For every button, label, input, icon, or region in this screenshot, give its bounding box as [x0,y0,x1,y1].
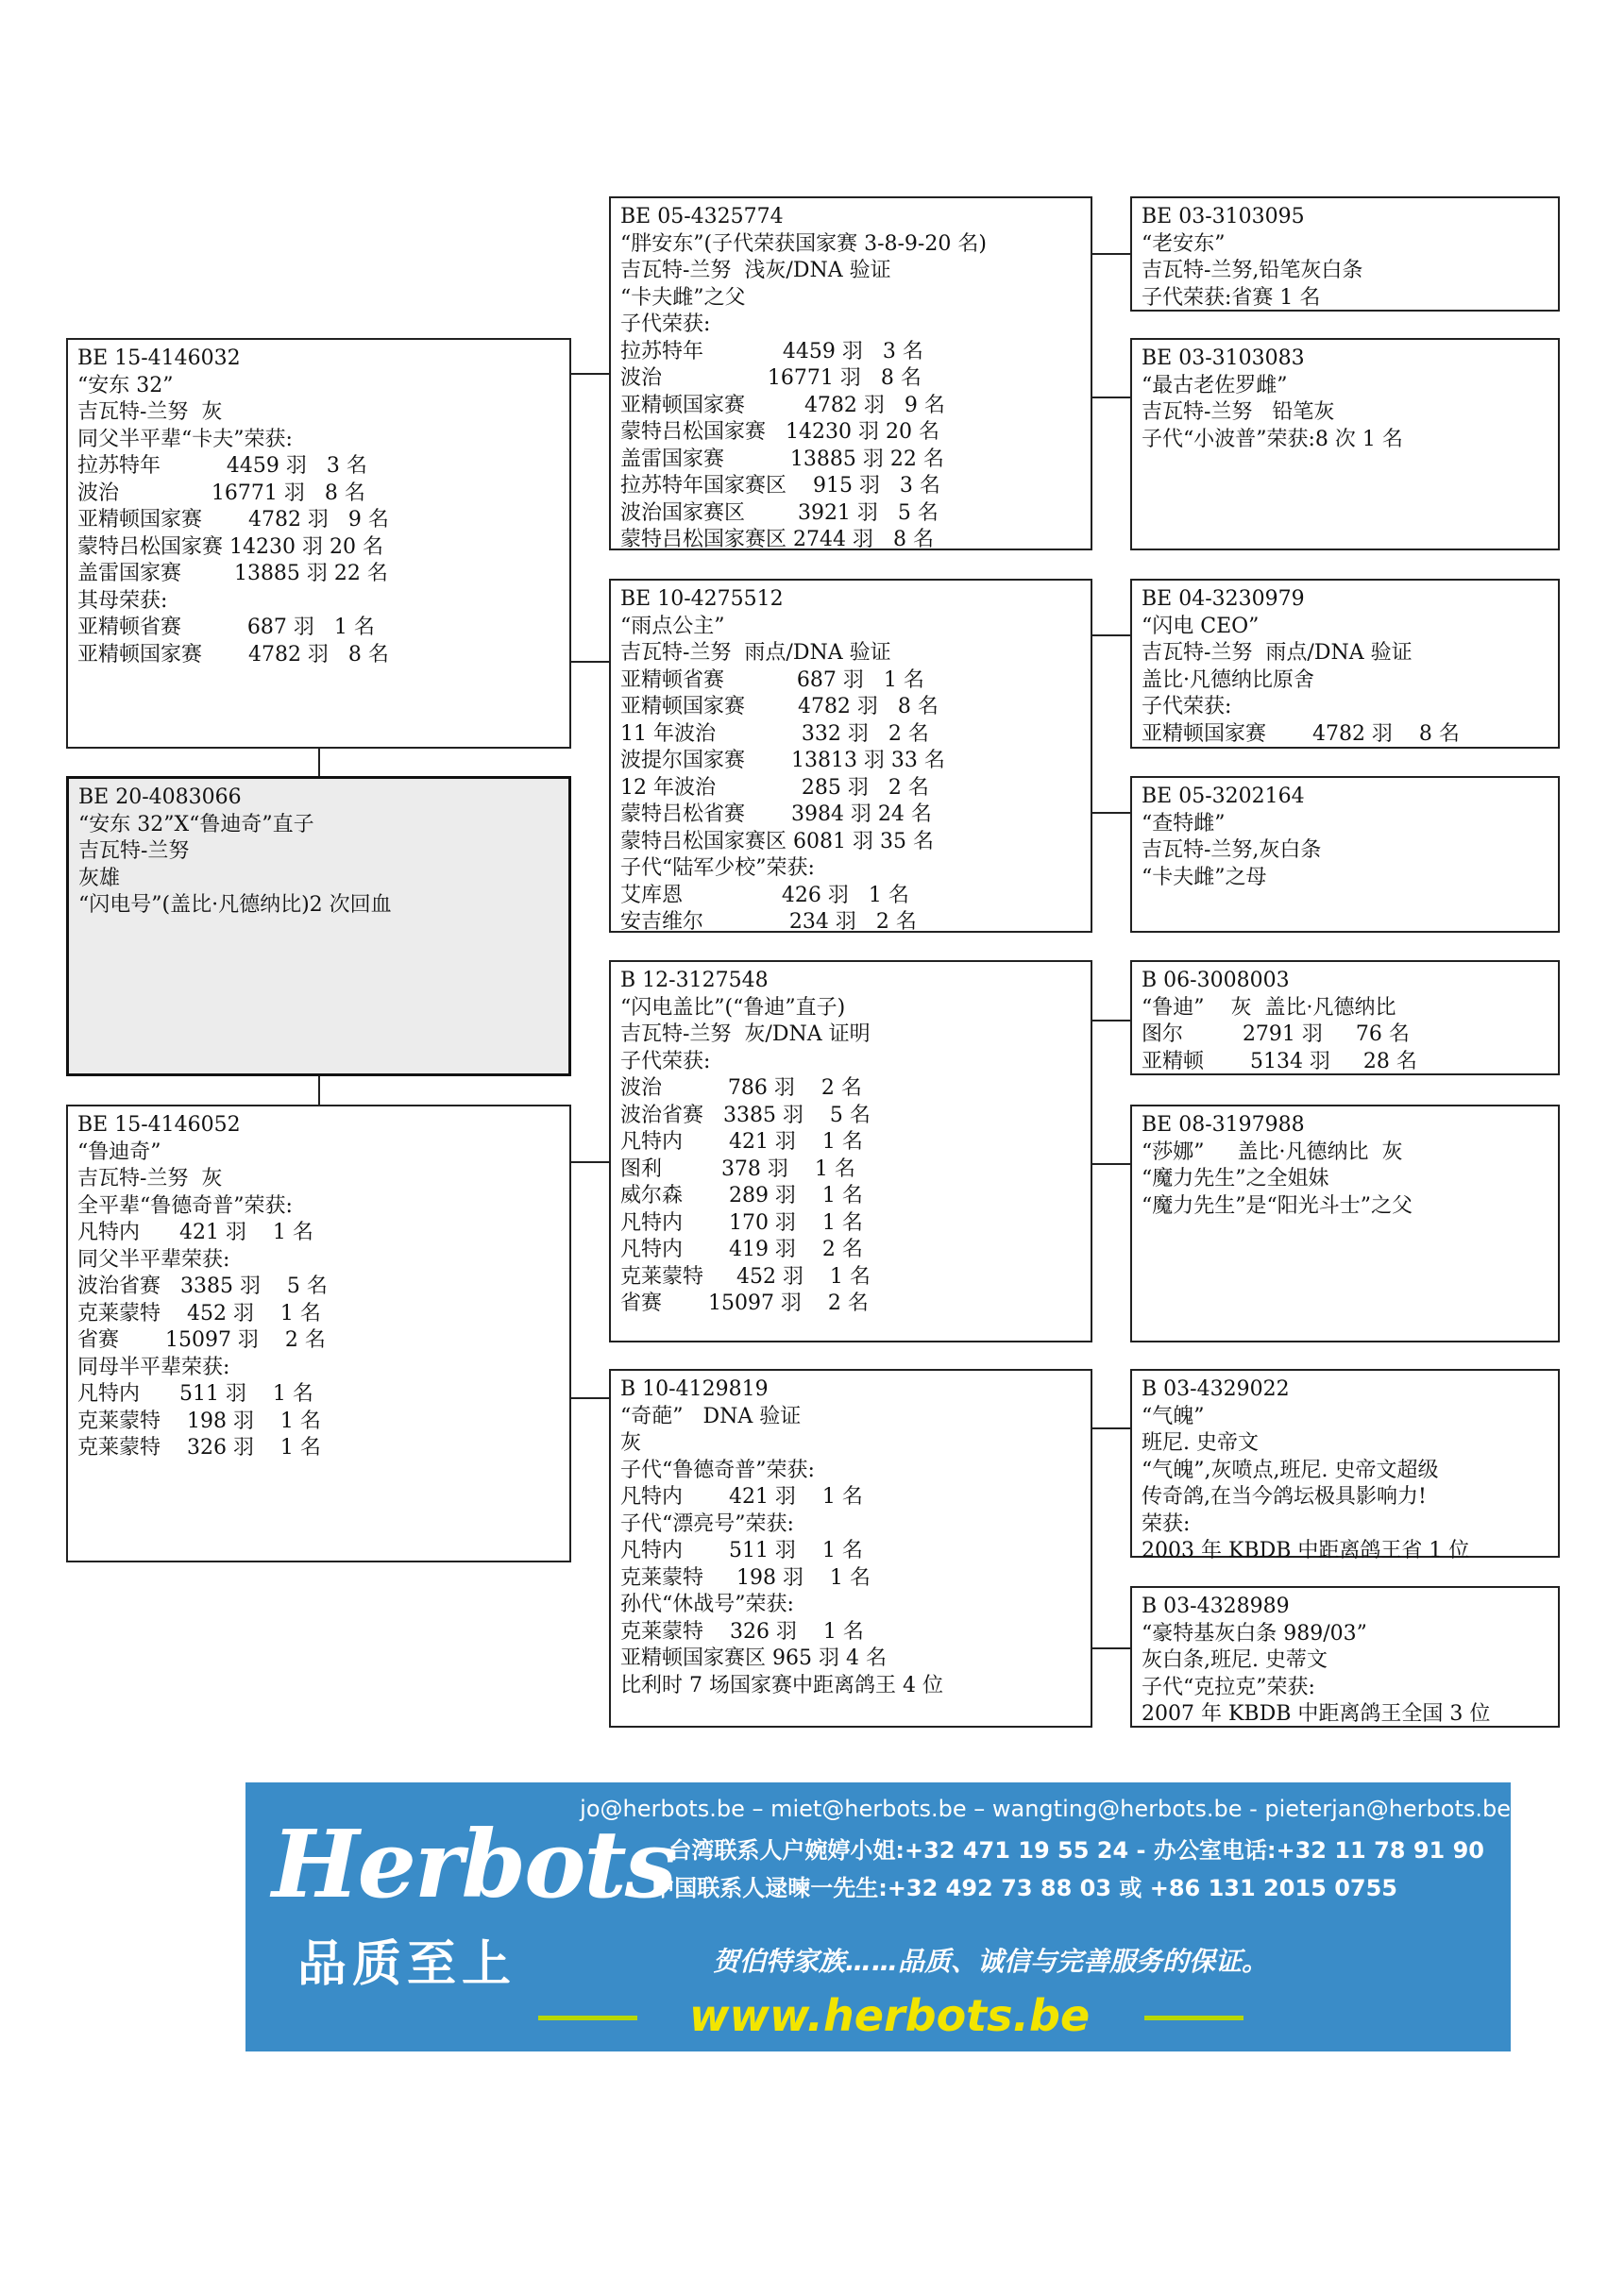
card-line: 蒙特吕松国家赛 14230 羽 20 名 [77,534,383,559]
card-line: 吉瓦特-兰努 雨点/DNA 验证 [620,641,891,665]
card-line: 吉瓦特-兰努,灰白条 [1142,838,1322,862]
card-line: “奇葩” DNA 验证 [620,1404,802,1428]
card-line: 吉瓦特-兰努 铅笔灰 [1142,400,1335,424]
tagline: 贺伯特家族……品质、诚信与完善服务的保证。 [713,1946,1269,1977]
card-line: 传奇鸽,在当今鸽坛极具影响力! [1142,1485,1427,1509]
card-line: 比利时 7 场国家赛中距离鸽王 4 位 [620,1673,943,1697]
card-line: 亚精顿国家赛 4782 羽 9 名 [77,508,389,532]
card-line: 威尔森 289 羽 1 名 [620,1184,863,1207]
ring-number: BE 20-4083066 [78,785,242,809]
card-line: 克莱蒙特 198 羽 1 名 [77,1409,321,1433]
card-line: 凡特内 421 羽 1 名 [620,1485,863,1509]
card-line: “豪特基灰白条 989/03” [1142,1621,1367,1646]
ring-number: BE 15-4146032 [77,346,241,370]
card-line: 其母荣获: [77,588,168,613]
card-line: “莎娜” 盖比·凡德纳比 灰 [1142,1140,1403,1164]
card-line: “最古老佐罗雌” [1142,373,1288,397]
taiwan-contact: 台湾联系人户婉婷小姐:+32 471 19 55 24 - 办公室电话:+32 11 78 91 90 [668,1837,1484,1864]
dam-dam-card [609,1369,1092,1728]
card-line: 克莱蒙特 452 羽 1 名 [77,1301,321,1325]
card-line: 拉苏特年 4459 羽 3 名 [620,339,923,363]
card-line: “鲁迪奇” [77,1140,161,1164]
card-line: 子代“克拉克”荣获: [1142,1675,1315,1699]
ring-number: BE 03-3103095 [1142,205,1305,228]
decorative-bar-right [1144,2016,1243,2020]
card-line: “闪电 CEO” [1142,614,1260,638]
card-line: 子代荣获:省赛 1 名 [1142,285,1321,310]
ring-number: BE 10-4275512 [620,587,784,611]
card-line: 亚精顿国家赛 4782 羽 8 名 [77,642,389,667]
connector-dam-to-parents-2 [571,1397,609,1399]
card-line: “魔力先生”是“阳光斗士”之父 [1142,1193,1413,1218]
slogan: 品质至上 [297,1936,517,1993]
card-line: 凡特内 170 羽 1 名 [620,1210,863,1235]
card-line: 吉瓦特-兰努 灰 [77,400,223,424]
card-line: 子代“陆军少校”荣获: [620,856,815,880]
card-line: 拉苏特年国家赛区 915 羽 3 名 [620,474,940,498]
card-line: 克莱蒙特 326 羽 1 名 [77,1436,321,1460]
great-grand-card-dsd [1130,1105,1560,1342]
card-line: 灰白条,班尼. 史蒂文 [1142,1648,1328,1672]
great-grand-card-ddd [1130,1586,1560,1728]
card-line: 子代“小波普”荣获:8 次 1 名 [1142,427,1403,451]
card-line: “闪电盖比”(“鲁迪”直子) [620,995,846,1020]
card-line: 波治 16771 羽 8 名 [620,366,922,390]
card-line: 省赛 15097 羽 2 名 [77,1328,326,1352]
connector-sire-to-parents [571,373,609,375]
card-line: 凡特内 421 羽 1 名 [77,1221,313,1244]
ring-number: B 03-4329022 [1142,1377,1290,1401]
card-line: 吉瓦特-兰努 浅灰/DNA 验证 [620,259,891,282]
sire-card [66,338,571,749]
card-line: 子代荣获: [620,1049,711,1073]
great-grand-card-dds [1130,1369,1560,1562]
card-line: “安东 32”X“鲁迪奇”直子 [78,812,314,836]
card-line: “卡夫雌”之母 [1142,865,1267,889]
sire-dam-card [609,579,1092,933]
card-line: 同父半平辈“卡夫”荣获: [77,427,293,451]
ring-number: BE 03-3103083 [1142,346,1305,370]
card-line: 班尼. 史帝文 [1142,1431,1259,1455]
card-line: 吉瓦特-兰努 雨点/DNA 验证 [1142,641,1413,665]
sire-sire-card [609,196,1092,550]
decorative-bar-left [538,2016,637,2020]
ring-number: BE 08-3197988 [1142,1113,1305,1137]
card-line: 2007 年 KBDB 中距离鸽王全国 3 位 [1142,1702,1491,1726]
connector-sd-2 [1092,812,1130,814]
connector-sire-subject [318,749,320,776]
herbots-banner [245,1782,1511,2051]
email-contacts[interactable]: jo@herbots.be – miet@herbots.be – wangting@herbots.be - pieterjan@herbots.be [580,1796,1511,1822]
card-line: 吉瓦特-兰努 灰 [77,1167,223,1190]
card-line: 凡特内 421 羽 1 名 [620,1130,863,1154]
card-line: 同父半平辈荣获: [77,1247,230,1272]
connector-dam-to-parents [571,1161,609,1163]
dam-card [66,1105,571,1562]
ring-number: BE 05-3202164 [1142,785,1305,808]
card-line: “卡夫雌”之父 [620,285,746,310]
card-line: “安东 32” [77,373,174,397]
card-line: 蒙特吕松省赛 3984 羽 24 名 [620,802,932,826]
card-line: 全平辈“鲁德奇普”荣获: [77,1193,293,1218]
card-line: 凡特内 511 羽 1 名 [77,1382,313,1406]
card-line: “气魄”,灰喷点,班尼. 史帝文超级 [1142,1458,1439,1482]
great-grand-card-dss [1130,960,1560,1075]
card-line: 亚精顿省赛 687 羽 1 名 [77,616,375,639]
card-line: 亚精顿国家赛 4782 羽 9 名 [620,393,945,417]
card-line: 波治省赛 3385 羽 5 名 [620,1103,871,1127]
card-line: 子代“鲁德奇普”荣获: [620,1458,815,1482]
card-line: 波提尔国家赛 13813 羽 33 名 [620,749,945,772]
card-line: 亚精顿国家赛 4782 羽 8 名 [620,695,939,718]
great-grand-card-ssd [1130,338,1560,550]
card-line: 同母半平辈荣获: [77,1355,230,1379]
card-line: 12 年波治 285 羽 2 名 [620,775,929,800]
card-line: “查特雌” [1142,811,1226,836]
card-line: “鲁迪” 灰 盖比·凡德纳比 [1142,995,1396,1020]
card-line: 盖雷国家赛 13885 羽 22 名 [77,562,388,585]
card-line: 11 年波治 332 羽 2 名 [620,721,929,746]
connector-dd-2 [1092,1647,1130,1649]
card-line: 灰雄 [78,866,121,890]
card-line: 亚精顿 5134 羽 28 名 [1142,1049,1417,1073]
card-line: “闪电号”(盖比·凡德纳比)2 次回血 [78,893,392,917]
card-line: 吉瓦特-兰努 灰/DNA 证明 [620,1022,871,1046]
ring-number: BE 15-4146052 [77,1113,241,1137]
card-line: 蒙特吕松国家赛区 6081 羽 35 名 [620,829,934,853]
great-grand-card-sdd [1130,776,1560,933]
china-contact: 中国联系人逯暕一先生:+32 492 73 88 03 或 +86 131 2015 0755 [651,1875,1397,1901]
card-line: 吉瓦特-兰努 [78,839,190,863]
card-line: 克莱蒙特 326 羽 1 名 [620,1619,864,1644]
card-line: 波治 16771 羽 8 名 [77,481,365,505]
card-line: “雨点公主” [620,614,725,638]
card-line: 亚精顿省赛 687 羽 1 名 [620,667,924,692]
card-line: 吉瓦特-兰努,铅笔灰白条 [1142,259,1363,282]
connector-sire-to-parents-2 [571,661,609,663]
connector-ss [1092,253,1130,255]
card-line: 亚精顿国家赛 4782 羽 8 名 [1142,721,1460,746]
card-line: 拉苏特年 4459 羽 3 名 [77,454,367,478]
connector-subject-dam [318,1076,320,1105]
card-line: “魔力先生”之全姐妹 [1142,1167,1329,1190]
great-grand-card-sds [1130,579,1560,749]
connector-dd [1092,1427,1130,1429]
card-line: “胖安东”(子代荣获国家赛 3-8-9-20 名) [620,231,987,256]
connector-ds-2 [1092,1163,1130,1165]
card-line: 波治省赛 3385 羽 5 名 [77,1275,328,1298]
card-line: 荣获: [1142,1511,1191,1536]
connector-ds [1092,1020,1130,1021]
card-line: 波治国家赛区 3921 羽 5 名 [620,500,939,525]
subject-card [66,776,571,1076]
card-line: 亚精顿国家赛区 965 羽 4 名 [620,1646,887,1670]
card-line: 艾库恩 426 羽 1 名 [620,883,909,907]
connector-sd [1092,634,1130,636]
card-line: 省赛 15097 羽 2 名 [620,1292,869,1315]
card-line: “气魄” [1142,1404,1205,1428]
ring-number: B 06-3008003 [1142,969,1290,992]
card-line: “老安东” [1142,231,1226,256]
card-line: 克莱蒙特 198 羽 1 名 [620,1565,871,1590]
card-line: 波治 786 羽 2 名 [620,1076,862,1100]
website-link[interactable]: www.herbots.be [689,1990,1091,2041]
great-grand-card-sss [1130,196,1560,312]
card-line: 图尔 2791 羽 76 名 [1142,1022,1410,1046]
ring-number: BE 05-4325774 [620,205,784,228]
card-line: 2003 年 KBDB 中距离鸽王省 1 位 [1142,1539,1470,1562]
card-line: 凡特内 511 羽 1 名 [620,1539,863,1562]
card-line: 安吉维尔 234 羽 2 名 [620,910,917,934]
dam-sire-card [609,960,1092,1342]
card-line: 克莱蒙特 452 羽 1 名 [620,1264,871,1289]
card-line: 子代“漂亮号”荣获: [620,1511,794,1536]
card-line: 子代荣获: [1142,695,1232,718]
ring-number: B 12-3127548 [620,969,769,992]
herbots-logo: Herbots [272,1811,675,1919]
ring-number: BE 04-3230979 [1142,587,1305,611]
ring-number: B 03-4328989 [1142,1595,1290,1618]
ring-number: B 10-4129819 [620,1377,769,1401]
card-line: 孙代“休战号”荣获: [620,1593,794,1616]
card-line: 图利 378 羽 1 名 [620,1156,855,1181]
card-line: 灰 [620,1431,642,1455]
card-line: 盖比·凡德纳比原舍 [1142,667,1314,692]
card-line: 子代荣获: [620,312,711,336]
card-line: 蒙特吕松国家赛 14230 羽 20 名 [620,420,939,444]
card-line: 蒙特吕松国家赛区 2744 羽 8 名 [620,528,934,551]
card-line: 凡特内 419 羽 2 名 [620,1238,863,1261]
card-line: 盖雷国家赛 13885 羽 22 名 [620,447,944,471]
connector-ss-2 [1092,397,1130,398]
